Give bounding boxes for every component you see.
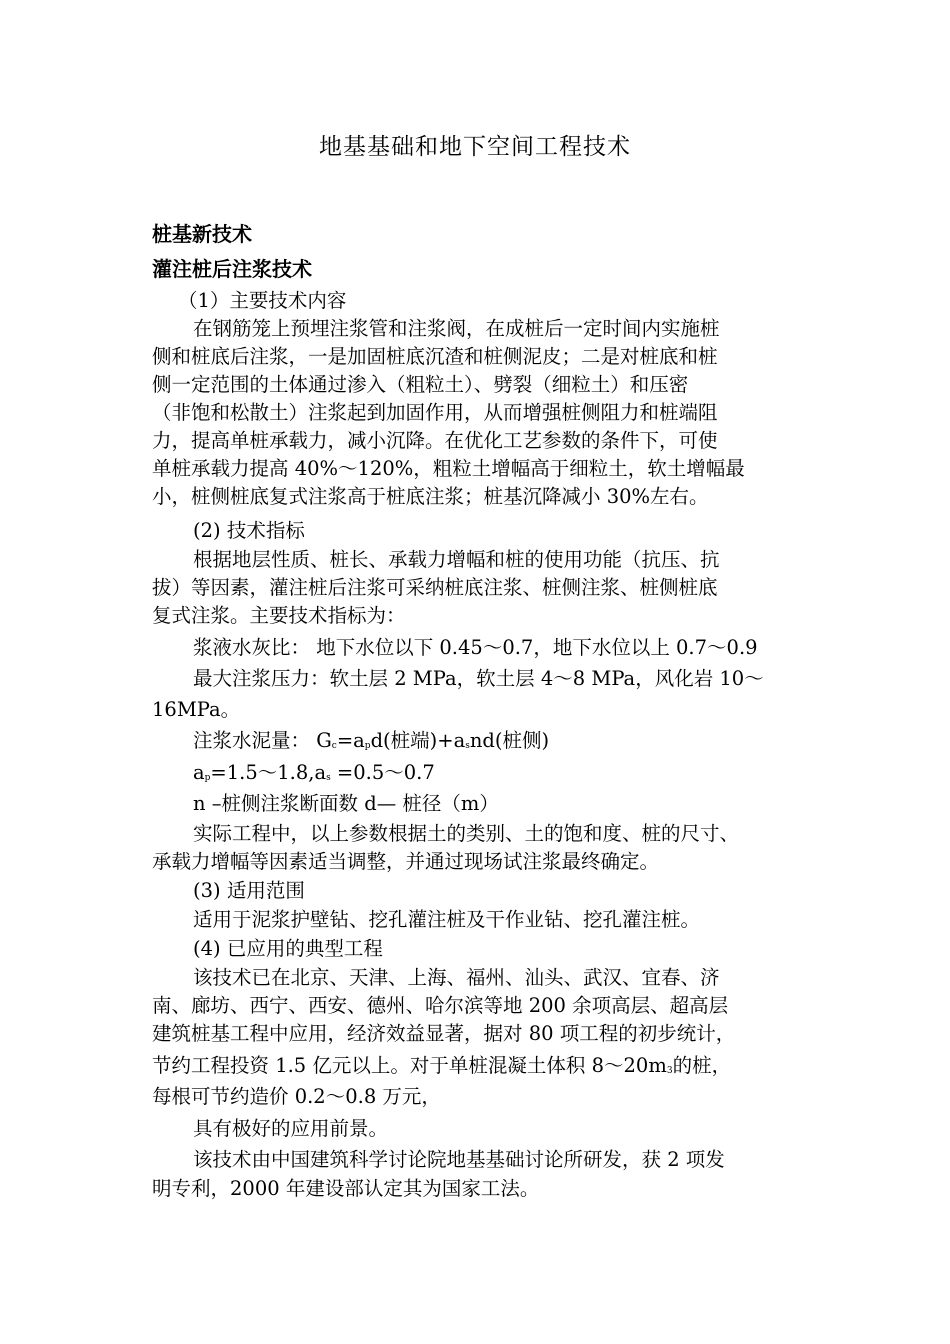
p2-tail-line: 实际工程中，以上参数根据土的类别、土的饱和度、桩的尺寸、 [193, 822, 740, 845]
p1-line: 力，提高单桩承载力，减小沉降。在优化工艺参数的条件下，可使 [152, 429, 718, 452]
formula-text: a [193, 761, 205, 784]
text-run: 节约工程投资 1.5 亿元以上。对于单桩混凝土体积 8～20m [152, 1054, 667, 1077]
pressure-line-cont: 16MPa。 [152, 698, 241, 721]
subscript: p [364, 741, 371, 751]
p4-line: 该技术已在北京、天津、上海、福州、汕头、武汉、宜春、济 [193, 966, 720, 989]
p2-line: 复式注浆。主要技术指标为： [152, 604, 406, 627]
subscript: 3 [666, 1066, 673, 1076]
subscript: s [326, 773, 331, 783]
p3-heading: (3) 适用范围 [193, 879, 305, 902]
p1-line: 在钢筋笼上预埋注浆管和注浆阀，在成桩后一定时间内实施桩 [193, 317, 720, 340]
formula-text: d(桩端)+a [370, 729, 466, 752]
p1-line: 单桩承载力提高 40%～120%，粗粒土增幅高于细粒土，软土增幅最 [152, 457, 745, 480]
p1-line: （非饱和松散土）注浆起到加固作用，从而增强桩侧阻力和桩端阻 [152, 401, 718, 424]
p2-tail-line: 承载力增幅等因素适当调整，并通过现场试注浆最终确定。 [152, 850, 660, 873]
p5-line: 该技术由中国建筑科学讨论院地基基础讨论所研发，获 2 项发 [193, 1148, 725, 1171]
formula-text: 注浆水泥量： G [193, 729, 332, 752]
document-title: 地基基础和地下空间工程技术 [319, 134, 631, 160]
variable-definition: n –桩侧注浆断面数 d— 桩径（m） [193, 792, 499, 815]
p4-line: 建筑桩基工程中应用，经济效益显著，据对 80 项工程的初步统计， [152, 1022, 736, 1045]
cement-formula [193, 727, 817, 760]
p3-line: 适用于泥浆护壁钻、挖孔灌注桩及干作业钻、挖孔灌注桩。 [193, 908, 701, 931]
p4-line: 南、廊坊、西宁、西安、德州、哈尔滨等地 200 余项高层、超高层 [152, 994, 729, 1017]
p1-heading: （1）主要技术内容 [178, 289, 347, 312]
subscript: s [465, 741, 470, 751]
p2-line: 根据地层性质、桩长、承载力增幅和桩的使用功能（抗压、抗 [193, 548, 720, 571]
coefficient-line [193, 759, 817, 792]
formula-text: =a [336, 729, 365, 752]
subscript: p [204, 773, 211, 783]
formula-text: =1.5～1.8,a [210, 761, 327, 784]
p4-volume-line [152, 1052, 817, 1085]
p1-line: 侧和桩底后注浆，一是加固桩底沉渣和桩侧泥皮；二是对桩底和桩 [152, 345, 718, 368]
p1-line: 侧一定范围的土体通过渗入（粗粒土）、劈裂（细粒土）和压密 [152, 373, 689, 396]
p2-line: 拔）等因素，灌注桩后注浆可采纳桩底注浆、桩侧注浆、桩侧桩底 [152, 576, 718, 599]
p4-prospect-line: 具有极好的应用前景。 [193, 1117, 389, 1140]
formula-text: nd(桩侧) [469, 729, 550, 752]
pressure-line: 最大注浆压力：软土层 2 MPa，软土层 4～8 MPa，风化岩 10～ [193, 667, 764, 690]
p5-line: 明专利，2000 年建设部认定其为国家工法。 [152, 1177, 540, 1200]
p1-line: 小，桩侧桩底复式注浆高于桩底注浆；桩基沉降减小 30%左右。 [152, 485, 709, 508]
ratio-line: 浆液水灰比： 地下水位以下 0.45～0.7，地下水位以上 0.7～0.9 [193, 636, 758, 659]
subsection-heading: 灌注桩后注浆技术 [152, 257, 312, 281]
p2-heading: (2) 技术指标 [193, 519, 305, 542]
p4-heading: (4) 已应用的典型工程 [193, 937, 383, 960]
text-run: 的桩， [672, 1054, 732, 1077]
section-heading: 桩基新技术 [152, 222, 252, 246]
subscript: c [331, 741, 337, 751]
formula-text: =0.5～0.7 [330, 761, 435, 784]
p4-cost-line: 每根可节约造价 0.2～0.8 万元， [152, 1085, 441, 1108]
